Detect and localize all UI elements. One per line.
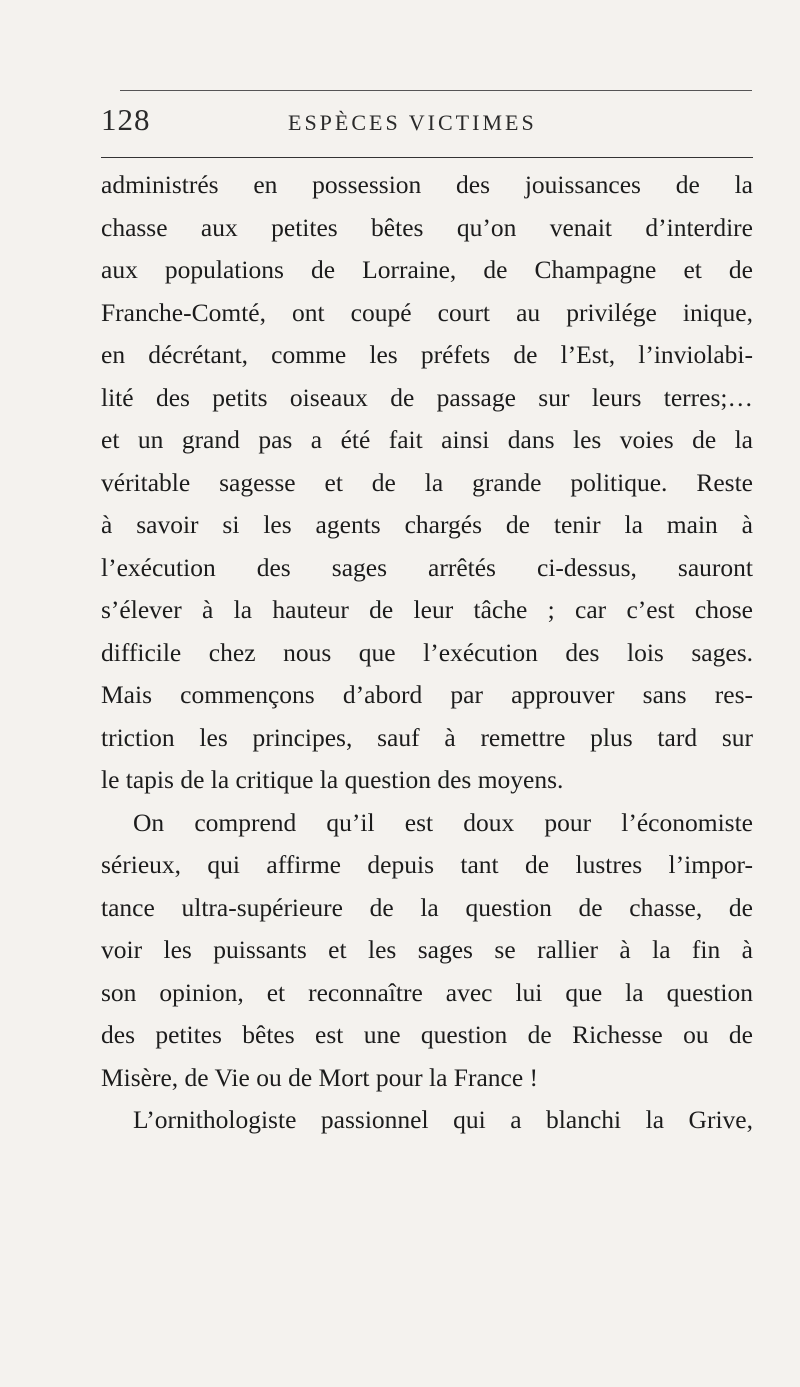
text-line: Franche-Comté, ont coupé court au privilége inique, xyxy=(101,297,753,327)
text-line: lité des petits oiseaux de passage sur leurs terres;… xyxy=(101,382,753,412)
text-line: Mais commençons d’abord par approuver sans res- xyxy=(101,680,753,709)
running-head: ESPÈCES VICTIMES xyxy=(288,110,537,135)
text-line: triction les principes, sauf à remettre plus tard sur xyxy=(101,722,753,752)
text-line: difficile chez nous que l’exécution des lois sages. xyxy=(101,637,753,667)
text-line: en décrétant, comme les préfets de l’Est, l’inviolabi- xyxy=(101,340,753,369)
page-header xyxy=(101,100,756,144)
text-line: sérieux, qui affirme depuis tant de lustres l’impor- xyxy=(101,850,753,879)
text-line: s’élever à la hauteur de leur tâche ; car c’est chose xyxy=(101,595,753,624)
text-line: des petites bêtes est une question de Richesse ou de xyxy=(101,1020,753,1049)
text-line: tance ultra-supérieure de la question de chasse, de xyxy=(101,892,753,922)
text-line: son opinion, et reconnaître avec lui que la question xyxy=(101,977,753,1007)
text-line: chasse aux petites bêtes qu’on venait d’interdire xyxy=(101,212,753,242)
text-line-paragraph-start: L’ornithologiste passionnel qui a blanchi la Grive, xyxy=(133,1105,753,1134)
text-line: administrés en possession des jouissances de la xyxy=(101,170,753,199)
text-line: à savoir si les agents chargés de tenir la main à xyxy=(101,510,753,539)
text-line: aux populations de Lorraine, de Champagne et de xyxy=(101,255,753,284)
text-line: et un grand pas a été fait ainsi dans les voies de la xyxy=(101,425,753,454)
text-line: l’exécution des sages arrêtés ci-dessus, sauront xyxy=(101,552,753,582)
header-rule xyxy=(101,157,753,158)
page-number: 128 xyxy=(101,102,151,137)
top-edge-rule xyxy=(120,90,752,91)
text-line-paragraph-start: On comprend qu’il est doux pour l’économiste xyxy=(133,807,753,837)
text-line-paragraph-end: le tapis de la critique la question des moyens. xyxy=(101,765,564,794)
body-text xyxy=(101,164,753,1142)
text-line: voir les puissants et les sages se rallier à la fin à xyxy=(101,935,753,964)
text-line-paragraph-end: Misère, de Vie ou de Mort pour la France ! xyxy=(101,1062,539,1092)
text-line: véritable sagesse et de la grande politique. Reste xyxy=(101,467,753,497)
